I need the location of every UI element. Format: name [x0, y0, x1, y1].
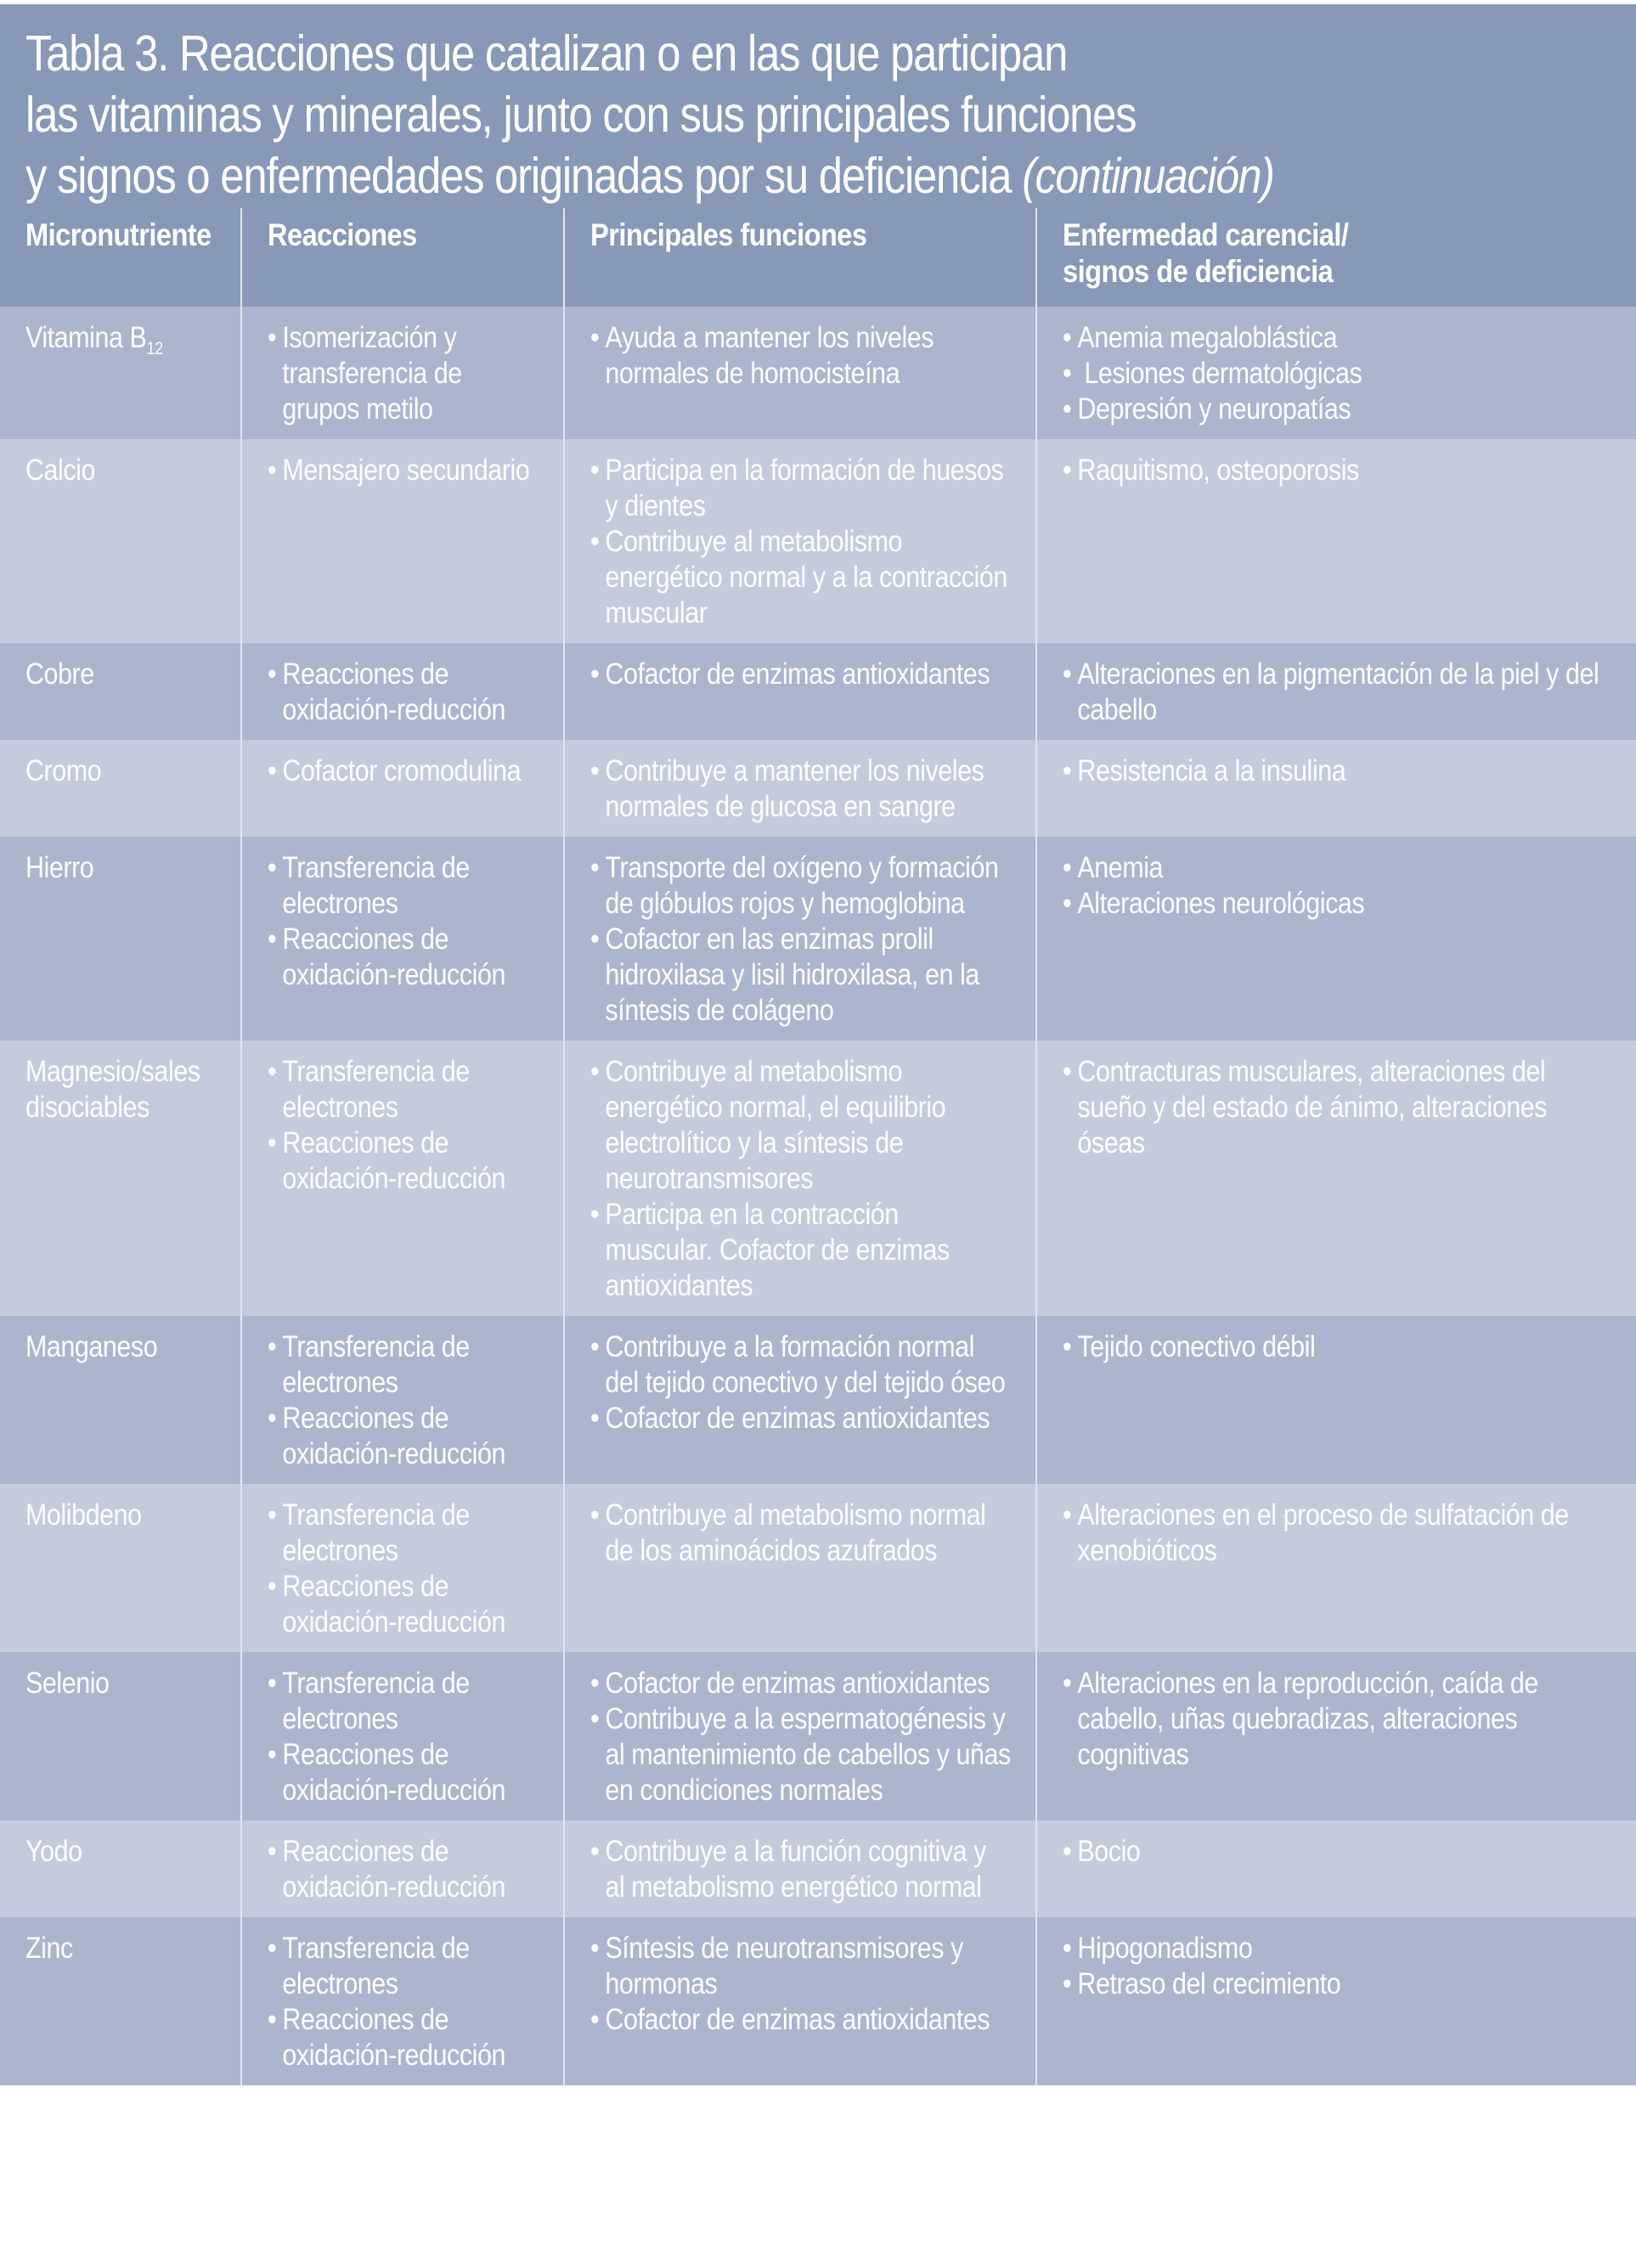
reaction-item: • Reacciones de oxidación-reducción: [268, 922, 539, 993]
functions-cell: [564, 439, 1036, 643]
deficiency-item: • Tejido conectivo débil: [1063, 1329, 1612, 1365]
reactions-cell: [241, 1820, 564, 1917]
deficiency-item: • Raquitismo, osteoporosis: [1063, 453, 1612, 488]
function-item: • Transporte del oxígeno y formación de glóbulos rojos y hemoglobina: [590, 850, 1012, 922]
header-micronutrient-label: Micronutriente: [25, 217, 212, 252]
table-row: [0, 1820, 1636, 1917]
reaction-item: • Transferencia de electrones: [268, 1498, 539, 1569]
reactions-cell: [241, 1041, 564, 1316]
reaction-item: • Reacciones de oxidación-reducción: [268, 1834, 539, 1905]
reactions-cell: [241, 1484, 564, 1652]
header-deficiency-label-1: Enfermedad carencial/: [1063, 217, 1349, 252]
function-item: • Contribuye a la espermatogénesis y al mantenimiento de cabellos y uñas en condiciones normales: [590, 1701, 1012, 1808]
deficiency-item: • Resistencia a la insulina: [1063, 753, 1612, 789]
micronutrient-name: Cromo: [25, 754, 102, 787]
reaction-item: • Mensajero secundario: [268, 453, 539, 488]
function-item: • Cofactor de enzimas antioxidantes: [590, 657, 1012, 692]
table-row: [0, 439, 1636, 643]
deficiency-item: • Alteraciones neurológicas: [1063, 886, 1612, 922]
deficiency-item: • Alteraciones en la reproducción, caída de cabello, uñas quebradizas, alteraciones cognitivas: [1063, 1666, 1612, 1773]
micronutrient-cell: [0, 643, 241, 740]
reaction-item: • Cofactor cromodulina: [268, 753, 539, 789]
deficiency-cell: [1036, 1484, 1636, 1652]
deficiency-item: • Anemia megaloblástica: [1063, 320, 1612, 356]
function-item: • Participa en la contracción muscular. Cofactor de enzimas antioxidantes: [590, 1197, 1012, 1304]
micronutrient-name: Calcio: [25, 454, 96, 487]
header-deficiency: [1036, 208, 1636, 307]
header-row: [0, 208, 1636, 307]
deficiency-cell: [1036, 1917, 1636, 2085]
deficiency-cell: [1036, 740, 1636, 837]
table-row: [0, 307, 1636, 439]
micronutrient-cell: [0, 1652, 241, 1820]
data-table: [0, 208, 1636, 2085]
reactions-cell: [241, 837, 564, 1041]
deficiency-item: • Lesiones dermatológicas: [1063, 356, 1612, 392]
micronutrient-cell: [0, 1484, 241, 1652]
function-item: • Participa en la formación de huesos y dientes: [590, 453, 1012, 524]
function-item: • Ayuda a mantener los niveles normales de homocisteína: [590, 320, 1012, 392]
header-reactions: [241, 208, 564, 307]
reactions-cell: [241, 1652, 564, 1820]
deficiency-cell: [1036, 1820, 1636, 1917]
table-row: [0, 1652, 1636, 1820]
deficiency-item: • Alteraciones en la pigmentación de la piel y del cabello: [1063, 657, 1612, 728]
header-reactions-label: Reacciones: [268, 217, 417, 252]
micronutrient-cell: [0, 837, 241, 1041]
function-item: • Contribuye a la función cognitiva y al metabolismo energético normal: [590, 1834, 1012, 1905]
deficiency-item: • Hipogonadismo: [1063, 1931, 1612, 1966]
deficiency-cell: [1036, 1316, 1636, 1484]
deficiency-item: • Bocio: [1063, 1834, 1612, 1870]
micronutrient-name: Manganeso: [25, 1330, 158, 1363]
deficiency-item: • Alteraciones en el proceso de sulfatación de xenobióticos: [1063, 1498, 1612, 1569]
reaction-item: • Transferencia de electrones: [268, 1666, 539, 1737]
functions-cell: [564, 307, 1036, 439]
micronutrient-subscript: 12: [146, 339, 163, 358]
micronutrient-cell: [0, 1316, 241, 1484]
functions-cell: [564, 643, 1036, 740]
title-line-3: [25, 145, 1389, 207]
micronutrient-cell: [0, 1041, 241, 1316]
deficiency-cell: [1036, 307, 1636, 439]
functions-cell: [564, 1316, 1036, 1484]
title-line-1: Tabla 3. Reacciones que catalizan o en las que participan: [25, 25, 1068, 82]
reactions-cell: [241, 1917, 564, 2085]
reaction-item: • Reacciones de oxidación-reducción: [268, 1569, 539, 1640]
reaction-item: • Transferencia de electrones: [268, 1931, 539, 2002]
deficiency-cell: [1036, 643, 1636, 740]
title-continuation: (continuación): [1022, 149, 1274, 204]
micronutrient-name-line-1: Magnesio/sales: [25, 1055, 200, 1088]
functions-cell: [564, 1652, 1036, 1820]
deficiency-cell: [1036, 837, 1636, 1041]
table-row: [0, 643, 1636, 740]
micronutrient-name: Cobre: [25, 657, 94, 691]
reaction-item: • Isomerización y transferencia de grupos metilo: [268, 320, 539, 427]
deficiency-item: • Retraso del crecimiento: [1063, 1966, 1612, 2002]
micronutrient-name: Molibdeno: [25, 1498, 142, 1532]
nutrient-table: [0, 4, 1636, 2085]
table-row: [0, 837, 1636, 1041]
reactions-cell: [241, 740, 564, 837]
deficiency-item: • Contracturas musculares, alteraciones del sueño y del estado de ánimo, alteraciones óseas: [1063, 1054, 1612, 1161]
header-functions: [564, 208, 1036, 307]
function-item: • Cofactor de enzimas antioxidantes: [590, 1401, 1012, 1436]
micronutrient-cell: [0, 1820, 241, 1917]
functions-cell: [564, 740, 1036, 837]
function-item: • Contribuye a mantener los niveles normales de glucosa en sangre: [590, 753, 1012, 825]
micronutrient-cell: [0, 740, 241, 837]
reaction-item: • Reacciones de oxidación-reducción: [268, 1401, 539, 1472]
reactions-cell: [241, 439, 564, 643]
micronutrient-name: Hierro: [25, 851, 94, 884]
table-row: [0, 1484, 1636, 1652]
micronutrient-name-line-2: disociables: [25, 1091, 149, 1124]
reaction-item: • Transferencia de electrones: [268, 1054, 539, 1126]
table-row: [0, 1041, 1636, 1316]
reactions-cell: [241, 1316, 564, 1484]
reactions-cell: [241, 643, 564, 740]
function-item: • Contribuye al metabolismo energético normal y a la contracción muscular: [590, 524, 1012, 631]
deficiency-cell: [1036, 1652, 1636, 1820]
reaction-item: • Reacciones de oxidación-reducción: [268, 1737, 539, 1808]
micronutrient-name: Zinc: [25, 1932, 73, 1965]
function-item: • Cofactor de enzimas antioxidantes: [590, 1666, 1012, 1701]
table-title: [0, 4, 1636, 208]
micronutrient-name: Yodo: [25, 1835, 82, 1868]
title-line-2: las vitaminas y minerales, junto con sus principales funciones: [25, 87, 1137, 143]
function-item: • Cofactor en las enzimas prolil hidroxilasa y lisil hidroxilasa, en la síntesis de colágeno: [590, 922, 1012, 1029]
micronutrient-cell: [0, 439, 241, 643]
reaction-item: • Reacciones de oxidación-reducción: [268, 1126, 539, 1197]
table-row: [0, 740, 1636, 837]
header-deficiency-label-2: signos de deficiencia: [1063, 254, 1334, 289]
deficiency-cell: [1036, 1041, 1636, 1316]
header-functions-label: Principales funciones: [590, 217, 867, 252]
reaction-item: • Transferencia de electrones: [268, 1329, 539, 1401]
table-row: [0, 1316, 1636, 1484]
functions-cell: [564, 1484, 1036, 1652]
function-item: • Cofactor de enzimas antioxidantes: [590, 2002, 1012, 2038]
reactions-cell: [241, 307, 564, 439]
function-item: • Contribuye al metabolismo normal de los aminoácidos azufrados: [590, 1498, 1012, 1569]
deficiency-item: • Anemia: [1063, 850, 1612, 886]
reaction-item: • Reacciones de oxidación-reducción: [268, 657, 539, 728]
functions-cell: [564, 1917, 1036, 2085]
micronutrient-name: Vitamina B: [25, 321, 147, 354]
reaction-item: • Transferencia de electrones: [268, 850, 539, 922]
function-item: • Síntesis de neurotransmisores y hormonas: [590, 1931, 1012, 2002]
table-row: [0, 1917, 1636, 2085]
reaction-item: • Reacciones de oxidación-reducción: [268, 2002, 539, 2073]
micronutrient-cell: [0, 1917, 241, 2085]
functions-cell: [564, 1820, 1036, 1917]
micronutrient-cell: [0, 307, 241, 439]
functions-cell: [564, 1041, 1036, 1316]
title-line-3-text: y signos o enfermedades originadas por su deficiencia: [25, 148, 1012, 204]
function-item: • Contribuye a la formación normal del tejido conectivo y del tejido óseo: [590, 1329, 1012, 1401]
header-micronutrient: [0, 208, 241, 307]
functions-cell: [564, 837, 1036, 1041]
deficiency-item: • Depresión y neuropatías: [1063, 392, 1612, 427]
function-item: • Contribuye al metabolismo energético normal, el equilibrio electrolítico y la síntesis de neurotransmisores: [590, 1054, 1012, 1197]
deficiency-cell: [1036, 439, 1636, 643]
micronutrient-name: Selenio: [25, 1667, 110, 1700]
